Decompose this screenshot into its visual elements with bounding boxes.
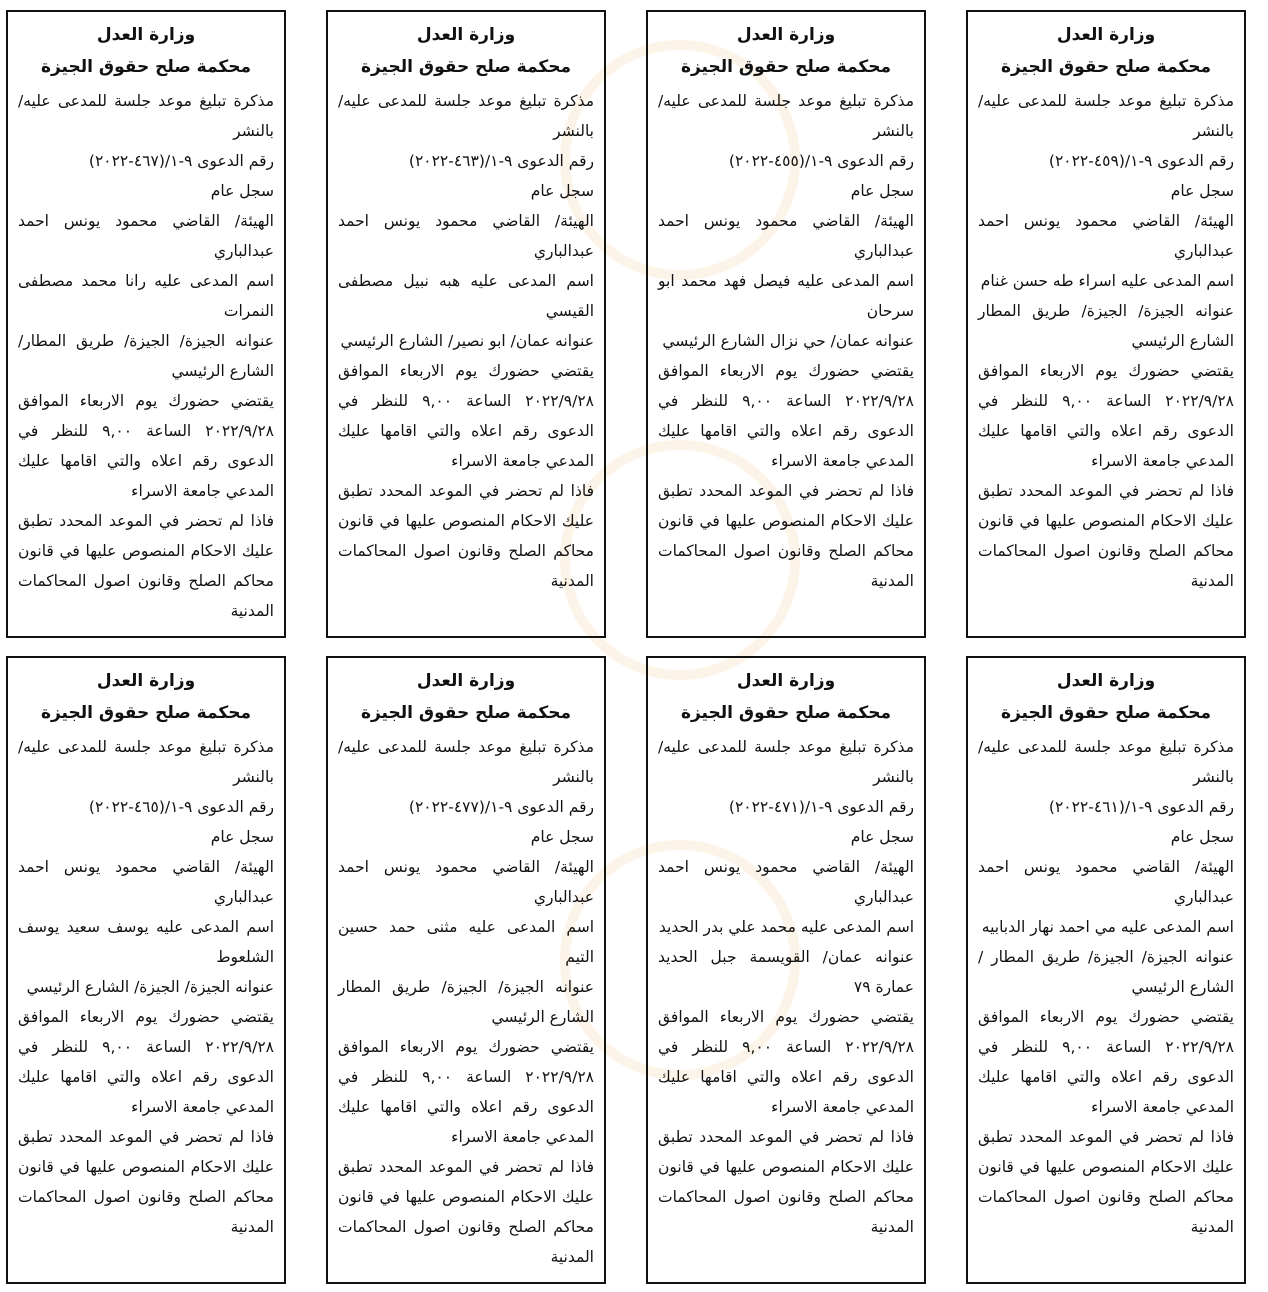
summons-text: يقتضي حضورك يوم الاربعاء الموافق ٢٠٢٢/٩/٢٨ الساعة ٩,٠٠ للنظر في الدعوى رقم اعلاه والتي اقامها عليك المدعي جامعة الاسراء	[658, 362, 914, 470]
case-number: رقم الدعوى ٩-١/(٤٦٣-٢٠٢٢)	[408, 152, 594, 170]
defendant-address: عنوانه الجيزة/ الجيزة/ طريق المطار / الشارع الرئيسي	[978, 948, 1234, 996]
warning-text: فاذا لم تحضر في الموعد المحدد تطبق عليك الاحكام المنصوص عليها في قانون محاكم الصلح وقانون اصول المحاكمات المدنية	[338, 1158, 594, 1266]
defendant-name: اسم المدعى عليه يوسف سعيد يوسف الشلعوط	[18, 918, 274, 966]
warning-text: فاذا لم تحضر في الموعد المحدد تطبق عليك الاحكام المنصوص عليها في قانون محاكم الصلح وقانون اصول المحاكمات المدنية	[18, 1128, 274, 1236]
defendant-address: عنوانه عمان/ ابو نصير/ الشارع الرئيسي	[340, 332, 594, 350]
memo-title: مذكرة تبليغ موعد جلسة للمدعى عليه/ بالنشر	[338, 92, 594, 140]
memo-title: مذكرة تبليغ موعد جلسة للمدعى عليه/ بالنشر	[658, 92, 914, 140]
defendant-name: اسم المدعى عليه محمد علي بدر الحديد	[658, 918, 914, 936]
judge-panel: الهيئة/ القاضي محمود يونس احمد عبدالباري	[18, 212, 274, 260]
registry-type: سجل عام	[1170, 828, 1234, 846]
registry-type: سجل عام	[530, 182, 594, 200]
memo-title: مذكرة تبليغ موعد جلسة للمدعى عليه/ بالنشر	[978, 738, 1234, 786]
ministry-heading: وزارة العدل	[736, 671, 836, 691]
judge-panel: الهيئة/ القاضي محمود يونس احمد عبدالباري	[338, 858, 594, 906]
defendant-name: اسم المدعى عليه فيصل فهد محمد ابو سرحان	[658, 272, 914, 320]
summons-text: يقتضي حضورك يوم الاربعاء الموافق ٢٠٢٢/٩/٢٨ الساعة ٩,٠٠ للنظر في الدعوى رقم اعلاه والتي اقامها عليك المدعي جامعة الاسراء	[338, 1038, 594, 1146]
ministry-heading: وزارة العدل	[96, 25, 196, 45]
court-heading: محكمة صلح حقوق الجيزة	[360, 703, 572, 723]
defendant-address: عنوانه الجيزة/ الجيزة/ طريق المطار/ الشارع الرئيسي	[18, 332, 274, 380]
notice-card	[6, 656, 286, 1284]
defendant-address: عنوانه عمان/ القويسمة جبل الحديد عمارة ٧٩	[658, 948, 914, 996]
court-heading: محكمة صلح حقوق الجيزة	[1000, 703, 1212, 723]
warning-text: فاذا لم تحضر في الموعد المحدد تطبق عليك الاحكام المنصوص عليها في قانون محاكم الصلح وقانون اصول المحاكمات المدنية	[18, 512, 274, 620]
judge-panel: الهيئة/ القاضي محمود يونس احمد عبدالباري	[18, 858, 274, 906]
memo-title: مذكرة تبليغ موعد جلسة للمدعى عليه/ بالنشر	[658, 738, 914, 786]
memo-title: مذكرة تبليغ موعد جلسة للمدعى عليه/ بالنشر	[18, 738, 274, 786]
case-number: رقم الدعوى ٩-١/(٤٦١-٢٠٢٢)	[1048, 798, 1234, 816]
notice-card	[966, 10, 1246, 638]
warning-text: فاذا لم تحضر في الموعد المحدد تطبق عليك الاحكام المنصوص عليها في قانون محاكم الصلح وقانون اصول المحاكمات المدنية	[978, 1128, 1234, 1236]
judge-panel: الهيئة/ القاضي محمود يونس احمد عبدالباري	[978, 212, 1234, 260]
defendant-address: عنوانه الجيزة/ الجيزة/ طريق المطار الشارع الرئيسي	[978, 302, 1234, 350]
defendant-address: عنوانه الجيزة/ الجيزة/ الشارع الرئيسي	[26, 978, 274, 996]
court-heading: محكمة صلح حقوق الجيزة	[360, 57, 572, 77]
warning-text: فاذا لم تحضر في الموعد المحدد تطبق عليك الاحكام المنصوص عليها في قانون محاكم الصلح وقانون اصول المحاكمات المدنية	[338, 482, 594, 590]
case-number: رقم الدعوى ٩-١/(٤٥٥-٢٠٢٢)	[728, 152, 914, 170]
ministry-heading: وزارة العدل	[1056, 671, 1156, 691]
case-number: رقم الدعوى ٩-١/(٤٧١-٢٠٢٢)	[728, 798, 914, 816]
ministry-heading: وزارة العدل	[736, 25, 836, 45]
judge-panel: الهيئة/ القاضي محمود يونس احمد عبدالباري	[658, 858, 914, 906]
memo-title: مذكرة تبليغ موعد جلسة للمدعى عليه/ بالنشر	[978, 92, 1234, 140]
case-number: رقم الدعوى ٩-١/(٤٥٩-٢٠٢٢)	[1048, 152, 1234, 170]
registry-type: سجل عام	[850, 182, 914, 200]
defendant-name: اسم المدعى عليه مثنى حمد حسين التيم	[338, 918, 594, 966]
judge-panel: الهيئة/ القاضي محمود يونس احمد عبدالباري	[338, 212, 594, 260]
notice-card	[646, 656, 926, 1284]
ministry-heading: وزارة العدل	[416, 25, 516, 45]
notice-card	[966, 656, 1246, 1284]
court-heading: محكمة صلح حقوق الجيزة	[680, 57, 892, 77]
court-heading: محكمة صلح حقوق الجيزة	[1000, 57, 1212, 77]
warning-text: فاذا لم تحضر في الموعد المحدد تطبق عليك الاحكام المنصوص عليها في قانون محاكم الصلح وقانون اصول المحاكمات المدنية	[978, 482, 1234, 590]
summons-text: يقتضي حضورك يوم الاربعاء الموافق ٢٠٢٢/٩/٢٨ الساعة ٩,٠٠ للنظر في الدعوى رقم اعلاه والتي اقامها عليك المدعي جامعة الاسراء	[18, 1008, 274, 1116]
case-number: رقم الدعوى ٩-١/(٤٦٧-٢٠٢٢)	[88, 152, 274, 170]
warning-text: فاذا لم تحضر في الموعد المحدد تطبق عليك الاحكام المنصوص عليها في قانون محاكم الصلح وقانون اصول المحاكمات المدنية	[658, 482, 914, 590]
memo-title: مذكرة تبليغ موعد جلسة للمدعى عليه/ بالنشر	[338, 738, 594, 786]
notice-card	[326, 10, 606, 638]
memo-title: مذكرة تبليغ موعد جلسة للمدعى عليه/ بالنشر	[18, 92, 274, 140]
warning-text: فاذا لم تحضر في الموعد المحدد تطبق عليك الاحكام المنصوص عليها في قانون محاكم الصلح وقانون اصول المحاكمات المدنية	[658, 1128, 914, 1236]
summons-text: يقتضي حضورك يوم الاربعاء الموافق ٢٠٢٢/٩/٢٨ الساعة ٩,٠٠ للنظر في الدعوى رقم اعلاه والتي اقامها عليك المدعي جامعة الاسراء	[658, 1008, 914, 1116]
defendant-name: اسم المدعى عليه هبه نبيل مصطفى القيسي	[338, 272, 594, 320]
summons-text: يقتضي حضورك يوم الاربعاء الموافق ٢٠٢٢/٩/٢٨ الساعة ٩,٠٠ للنظر في الدعوى رقم اعلاه والتي اقامها عليك المدعي جامعة الاسراء	[978, 362, 1234, 470]
judge-panel: الهيئة/ القاضي محمود يونس احمد عبدالباري	[658, 212, 914, 260]
notice-card	[326, 656, 606, 1284]
registry-type: سجل عام	[1170, 182, 1234, 200]
summons-text: يقتضي حضورك يوم الاربعاء الموافق ٢٠٢٢/٩/٢٨ الساعة ٩,٠٠ للنظر في الدعوى رقم اعلاه والتي اقامها عليك المدعي جامعة الاسراء	[338, 362, 594, 470]
ministry-heading: وزارة العدل	[416, 671, 516, 691]
notice-card	[646, 10, 926, 638]
court-heading: محكمة صلح حقوق الجيزة	[680, 703, 892, 723]
notice-card	[6, 10, 286, 638]
court-heading: محكمة صلح حقوق الجيزة	[40, 57, 252, 77]
registry-type: سجل عام	[210, 828, 274, 846]
defendant-name: اسم المدعى عليه مي احمد نهار الدبابيه	[981, 918, 1234, 936]
summons-text: يقتضي حضورك يوم الاربعاء الموافق ٢٠٢٢/٩/٢٨ الساعة ٩,٠٠ للنظر في الدعوى رقم اعلاه والتي اقامها عليك المدعي جامعة الاسراء	[978, 1008, 1234, 1116]
registry-type: سجل عام	[210, 182, 274, 200]
registry-type: سجل عام	[530, 828, 594, 846]
registry-type: سجل عام	[850, 828, 914, 846]
case-number: رقم الدعوى ٩-١/(٤٦٥-٢٠٢٢)	[88, 798, 274, 816]
ministry-heading: وزارة العدل	[96, 671, 196, 691]
defendant-name: اسم المدعى عليه رانا محمد مصطفى النمرات	[18, 272, 274, 320]
court-heading: محكمة صلح حقوق الجيزة	[40, 703, 252, 723]
defendant-address: عنوانه الجيزة/ الجيزة/ طريق المطار الشارع الرئيسي	[338, 978, 594, 1026]
case-number: رقم الدعوى ٩-١/(٤٧٧-٢٠٢٢)	[408, 798, 594, 816]
defendant-name: اسم المدعى عليه اسراء طه حسن غنام	[980, 272, 1234, 290]
judge-panel: الهيئة/ القاضي محمود يونس احمد عبدالباري	[978, 858, 1234, 906]
defendant-address: عنوانه عمان/ حي نزال الشارع الرئيسي	[662, 332, 914, 350]
ministry-heading: وزارة العدل	[1056, 25, 1156, 45]
summons-text: يقتضي حضورك يوم الاربعاء الموافق ٢٠٢٢/٩/٢٨ الساعة ٩,٠٠ للنظر في الدعوى رقم اعلاه والتي اقامها عليك المدعي جامعة الاسراء	[18, 392, 274, 500]
